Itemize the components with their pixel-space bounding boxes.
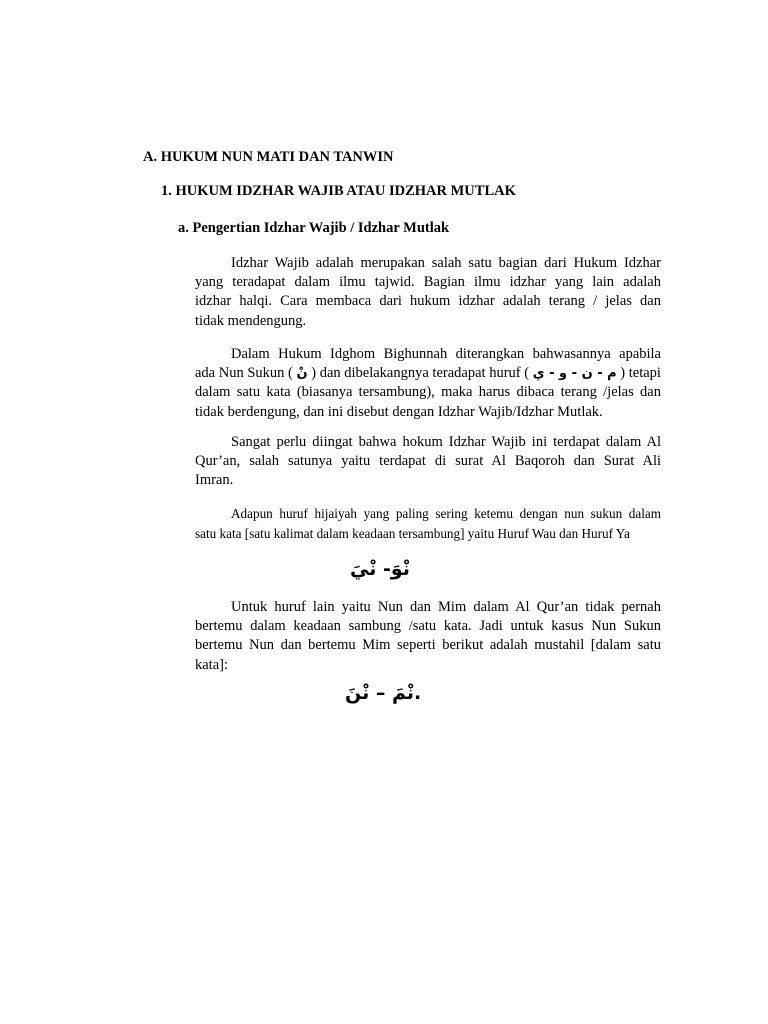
text-line: kata]:: [195, 656, 229, 673]
text-fragment: ) dan dibelakangnya teradapat huruf (: [307, 365, 533, 382]
paragraph-hijaiyah: [195, 504, 661, 544]
text-line: tidak mendengung.: [195, 312, 307, 329]
text-line: dalam satu kata (biasanya tersambung), maka harus dibaca terang /jelas dan: [195, 384, 661, 401]
text-line: Untuk huruf lain yaitu Nun dan Mim dalam Al Qur’an tidak pernah: [231, 599, 661, 615]
text-line: idzhar halqi. Cara membaca dari hukum idzhar adalah terang / jelas dan: [195, 293, 661, 310]
arabic-example-wau-ya: نْوَ- نْيَ: [350, 558, 410, 580]
arabic-letters: م - ن - و - ي: [532, 366, 617, 382]
text-line: Adapun huruf hijaiyah yang paling sering ketemu dengan nun sukun dalam: [231, 506, 661, 521]
arabic-nun-sukun: نْ: [296, 366, 308, 382]
text-line: yang teradapat dalam ilmu tajwid. Bagian ilmu idzhar yang lain adalah: [195, 274, 661, 291]
section-heading: 1. HUKUM IDZHAR WAJIB ATAU IDZHAR MUTLAK: [161, 183, 516, 199]
paragraph-idghom: [195, 345, 661, 422]
paragraph-quran-note: [195, 433, 661, 491]
text-fragment: ) tetapi: [616, 365, 661, 382]
main-heading: A. HUKUM NUN MATI DAN TANWIN: [143, 149, 394, 165]
paragraph-definition: [195, 254, 661, 331]
text-line: Sangat perlu diingat bahwa hokum Idzhar Wajib ini terdapat dalam Al: [231, 434, 661, 450]
text-line: satu kata [satu kalimat dalam keadaan tersambung] yaitu Huruf Wau dan Huruf Ya: [195, 526, 630, 541]
text-line: Idzhar Wajib adalah merupakan salah satu bagian dari Hukum Idzhar: [231, 255, 661, 271]
paragraph-nun-mim: [195, 598, 661, 675]
text-line: Imran.: [195, 472, 234, 489]
text-line-with-arabic: [195, 364, 661, 383]
text-fragment: ada Nun Sukun (: [195, 365, 297, 382]
text-line: Qur’an, salah satunya yaitu terdapat di surat Al Baqoroh dan Surat Ali: [195, 453, 661, 470]
subsection-heading: a. Pengertian Idzhar Wajib / Idzhar Mutlak: [178, 220, 450, 236]
text-line: bertemu Nun dan bertemu Mim seperti berikut adalah mustahil [dalam satu: [195, 637, 661, 654]
text-line: tidak berdengung, dan ini disebut dengan Idzhar Wajib/Idzhar Mutlak.: [195, 403, 603, 420]
text-line: Dalam Hukum Idghom Bighunnah diterangkan bahwasannya apabila: [231, 346, 661, 362]
text-line: bertemu dalam keadaan sambung /satu kata. Jadi untuk kasus Nun Sukun: [195, 618, 661, 635]
arabic-example-nun-mim: .نْمَ – نْنَ: [345, 682, 422, 704]
